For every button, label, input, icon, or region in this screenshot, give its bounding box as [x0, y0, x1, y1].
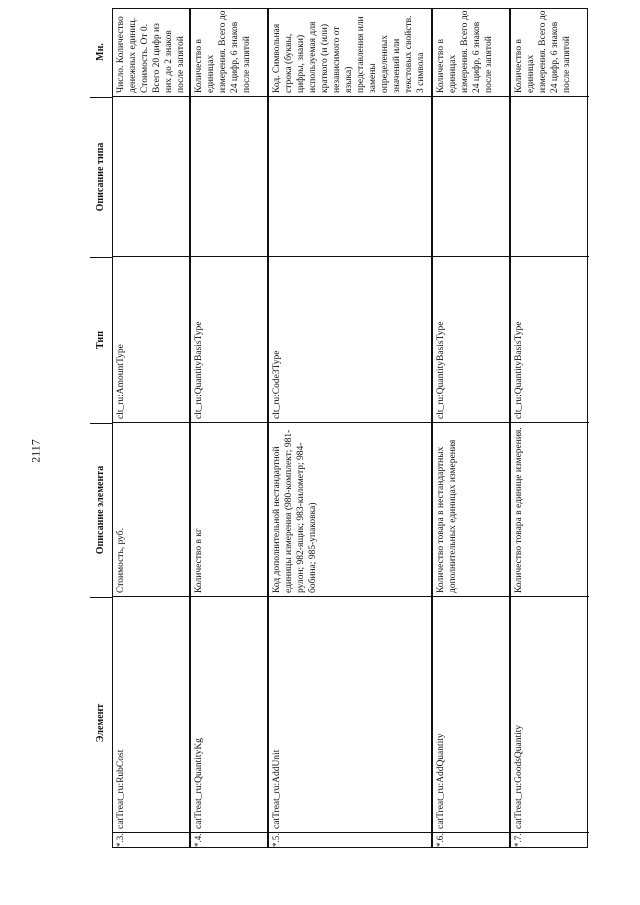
type-description: Число. Количество денежных единиц. Стоимость. От 0. Всего 20 цифр из них до 2 знаков после запятой	[113, 7, 191, 97]
table-row	[112, 8, 190, 848]
table-row	[510, 8, 588, 848]
element-type: clt_ru:QuantityBasisType	[511, 257, 589, 423]
element-description: Код дополнительной нестандартной единицы измерения (980-комплект; 981-рулон; 982-ящик; 983-километр; 984-бобина; 985-упаковка)	[269, 423, 431, 597]
type-description-empty	[433, 97, 511, 257]
type-description-empty	[511, 97, 589, 257]
header-element: Элемент	[95, 703, 106, 743]
type-description-empty	[191, 97, 269, 257]
table-row	[432, 8, 510, 848]
row-number: *.3.	[115, 833, 125, 847]
page-number: 2117	[28, 439, 43, 463]
element-type: clt_ru:QuantityBasisType	[433, 257, 511, 423]
type-description: Код. Символьная строка (буквы, цифры, знаки) используемая для краткого (и (или) независимого от языка) представления или замены определенных значений или текстовых свойств. 3 символа	[269, 7, 431, 97]
element-type: clt_ru:QuantityBasisType	[191, 257, 269, 423]
table-row	[268, 8, 432, 848]
table-body	[112, 8, 588, 848]
element-description: Количество товара в нестандартных дополнительных единицах измерения	[433, 423, 511, 597]
element-type: clt_ru:Code3Type	[269, 257, 431, 423]
element-description: Количество в кг	[191, 423, 269, 597]
header-mn: Мн.	[90, 7, 112, 98]
type-description: Количество в единицах измерения. Всего до 24 цифр, 6 знаков после запятой	[433, 7, 511, 97]
element-name: catTreat_ru:AddUnit	[269, 597, 431, 833]
type-description-empty	[113, 97, 191, 257]
header-type-desc: Описание типа	[90, 97, 112, 258]
element-name: catTreat_ru:AddQuantity	[433, 597, 511, 833]
table-header	[90, 8, 113, 848]
type-description: Количество в единицах измерения. Всего до 24 цифр, 6 знаков после запятой	[191, 7, 269, 97]
element-type: clt_ru:AmountType	[113, 257, 191, 423]
spec-table	[90, 8, 588, 848]
element-name: catTreat_ru:GoodsQuantity	[511, 597, 589, 833]
row-number: *.6.	[435, 833, 445, 847]
element-description: Стоимость, руб.	[113, 423, 191, 597]
row-number: *.5.	[271, 833, 281, 847]
type-description-empty	[269, 97, 431, 257]
element-name: catTreat_ru:QuantityKg	[191, 597, 269, 833]
type-description: Количество в единицах измерения. Всего до 24 цифр, 6 знаков после запятой	[511, 7, 589, 97]
element-description: Количество товара в единице измерения.	[511, 423, 589, 597]
header-type: Тип	[90, 257, 112, 424]
table-row	[190, 8, 268, 848]
row-number: *.7.	[513, 833, 523, 847]
header-element-desc: Описание элемента	[90, 423, 112, 598]
element-name: catTreat_ru:RubCost	[113, 597, 191, 833]
row-number: *.4.	[193, 833, 203, 847]
